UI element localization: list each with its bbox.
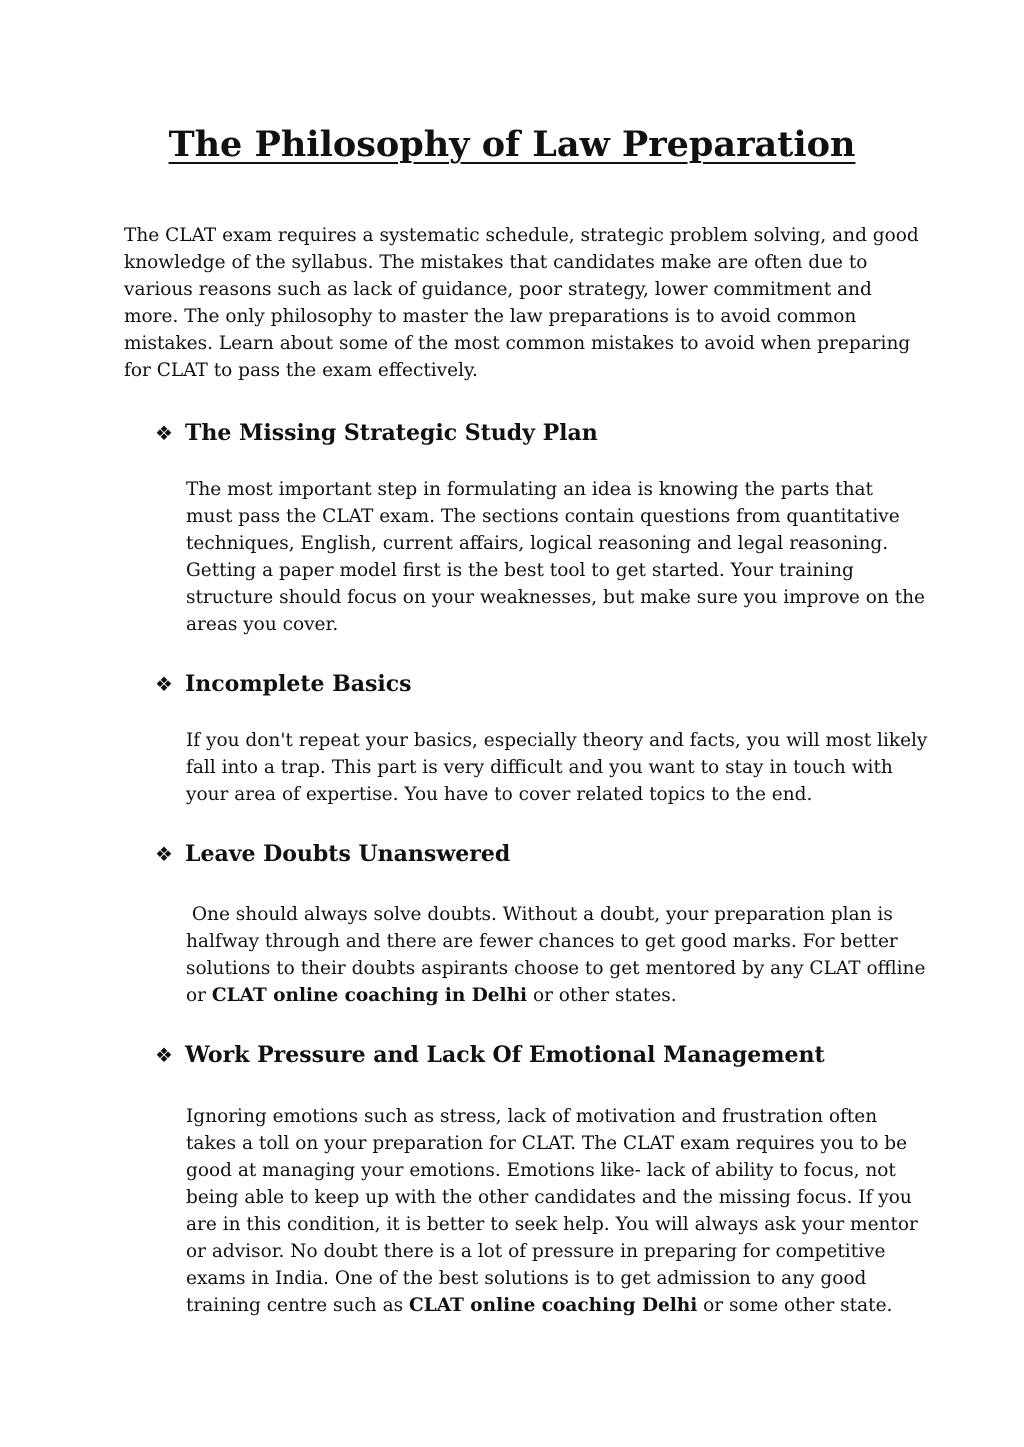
intro-line: for CLAT to pass the exam effectively. (124, 360, 478, 381)
section-line: or advisor. No doubt there is a lot of pressure in preparing for competitive (186, 1241, 886, 1262)
bold-phrase: CLAT online coaching in Delhi (211, 985, 528, 1006)
section-heading-text: Work Pressure and Lack Of Emotional Management (185, 1042, 825, 1068)
section-line-mixed (186, 1292, 916, 1319)
intro-line: The CLAT exam requires a systematic schedule, strategic problem solving, and good (124, 225, 919, 246)
section-line: structure should focus on your weaknesses, but make sure you improve on the (186, 587, 925, 608)
intro-paragraph (124, 222, 924, 384)
line-suffix: or other states. (527, 985, 677, 1006)
intro-line: mistakes. Learn about some of the most common mistakes to avoid when preparing (124, 333, 911, 354)
section-heading-text: The Missing Strategic Study Plan (185, 420, 598, 446)
section-line: halfway through and there are fewer chances to get good marks. For better (186, 931, 898, 952)
page-title: The Philosophy of Law Preparation (168, 124, 856, 165)
section-line: your area of expertise. You have to cover related topics to the end. (186, 784, 813, 805)
section-line: techniques, English, current affairs, logical reasoning and legal reasoning. (186, 533, 889, 554)
section-body (186, 727, 928, 808)
section-body (186, 476, 925, 638)
section-line: are in this condition, it is better to seek help. You will always ask your mentor (186, 1214, 918, 1235)
intro-line: more. The only philosophy to master the law preparations is to avoid common (124, 306, 857, 327)
section-heading (155, 1040, 825, 1070)
line-suffix: or some other state. (697, 1295, 893, 1316)
line-prefix: or (186, 985, 212, 1006)
section-line: solutions to their doubts aspirants choose to get mentored by any CLAT offline (186, 958, 926, 979)
section-line: must pass the CLAT exam. The sections contain questions from quantitative (186, 506, 900, 527)
section-line-mixed (186, 982, 916, 1009)
section-heading-text: Leave Doubts Unanswered (185, 841, 511, 867)
section-line: If you don't repeat your basics, especially theory and facts, you will most likely (186, 730, 928, 751)
section-line: The most important step in formulating an idea is knowing the parts that (186, 479, 873, 500)
section-line: being able to keep up with the other candidates and the missing focus. If you (186, 1187, 912, 1208)
section-heading-text: Incomplete Basics (185, 671, 412, 697)
section-line: good at managing your emotions. Emotions like- lack of ability to focus, not (186, 1160, 896, 1181)
section-body (186, 901, 926, 1009)
section-line: areas you cover. (186, 614, 339, 635)
section-body (186, 1103, 916, 1319)
bold-phrase: CLAT online coaching Delhi (409, 1295, 698, 1316)
section-line: fall into a trap. This part is very difficult and you want to stay in touch with (186, 757, 893, 778)
diamond-bullet-icon: ❖ (155, 421, 173, 445)
diamond-bullet-icon: ❖ (155, 672, 173, 696)
section-heading (155, 839, 510, 869)
diamond-bullet-icon: ❖ (155, 1043, 173, 1067)
diamond-bullet-icon: ❖ (155, 842, 173, 866)
intro-line: various reasons such as lack of guidance, poor strategy, lower commitment and (124, 279, 872, 300)
section-line: One should always solve doubts. Without a doubt, your preparation plan is (186, 904, 893, 925)
intro-line: knowledge of the syllabus. The mistakes that candidates make are often due to (124, 252, 868, 273)
section-heading (155, 418, 598, 448)
section-line: Ignoring emotions such as stress, lack of motivation and frustration often (186, 1106, 878, 1127)
line-prefix: training centre such as (186, 1295, 409, 1316)
section-heading (155, 669, 412, 699)
section-line: Getting a paper model first is the best tool to get started. Your training (186, 560, 854, 581)
section-line: exams in India. One of the best solutions is to get admission to any good (186, 1268, 867, 1289)
section-line: takes a toll on your preparation for CLAT. The CLAT exam requires you to be (186, 1133, 908, 1154)
